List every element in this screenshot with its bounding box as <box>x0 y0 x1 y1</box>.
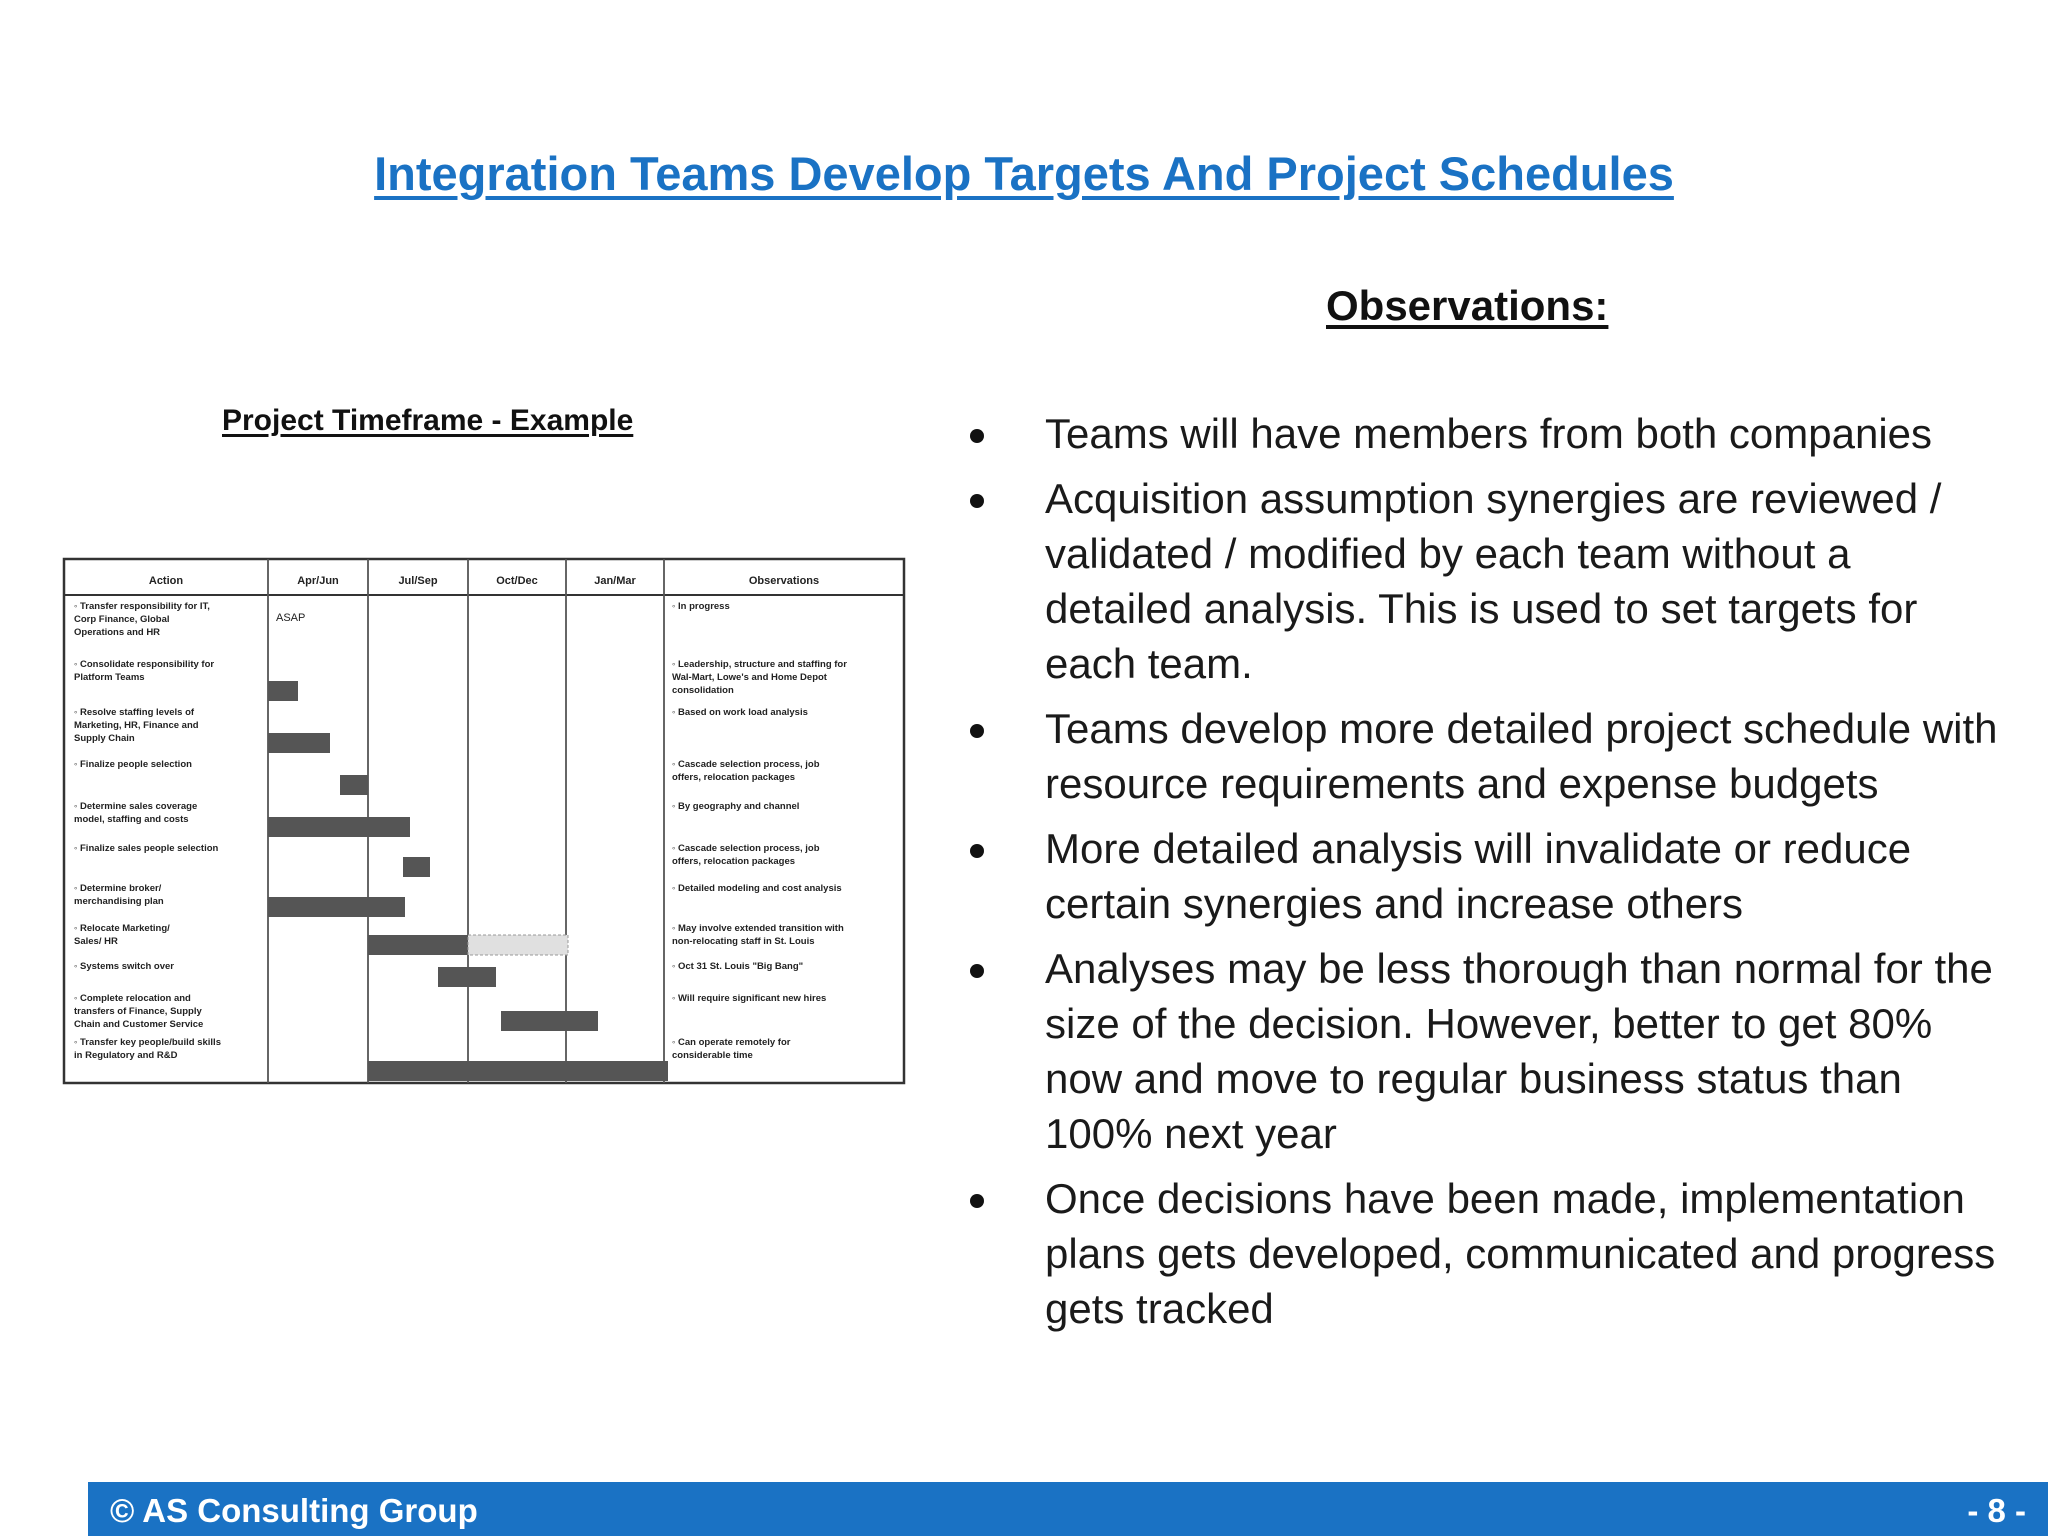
gantt-note-text: ◦ Can operate remotely for <box>672 1037 791 1048</box>
gantt-note-text: ◦ May involve extended transition with <box>672 923 844 934</box>
gantt-extension-bar <box>468 935 568 955</box>
gantt-note-text: offers, relocation packages <box>672 772 796 783</box>
gantt-header-label: Apr/Jun <box>297 575 339 587</box>
gantt-action-text: transfers of Finance, Supply <box>74 1006 202 1017</box>
gantt-note-text: ◦ Cascade selection process, job <box>672 759 820 770</box>
bullet-text: Analyses may be less thorough than normal for the size of the decision. However, better to get 80% now and move to regular business status than 100% next year <box>1045 945 1993 1157</box>
bullet-text: Once decisions have been made, implementation plans gets developed, communicated and progress gets tracked <box>1045 1175 1996 1332</box>
gantt-action-text: model, staffing and costs <box>74 814 189 825</box>
gantt-header-label: Oct/Dec <box>496 575 538 587</box>
gantt-note-text: offers, relocation packages <box>672 856 796 867</box>
gantt-bar <box>268 733 330 753</box>
gantt-action-text: ◦ Relocate Marketing/ <box>74 923 170 934</box>
gantt-note-text: considerable time <box>672 1050 753 1061</box>
gantt-bar <box>501 1011 598 1031</box>
gantt-bar <box>403 857 430 877</box>
gantt-asap-label: ASAP <box>276 612 306 624</box>
bullet-icon <box>970 964 984 978</box>
gantt-bar <box>268 681 298 701</box>
gantt-action-text: ◦ Determine broker/ <box>74 883 162 894</box>
gantt-action-text: ◦ Resolve staffing levels of <box>74 707 195 718</box>
gantt-bar <box>340 775 368 795</box>
gantt-note-text: ◦ Oct 31 St. Louis "Big Bang" <box>672 961 804 972</box>
bullet-icon <box>970 844 984 858</box>
gantt-note-text: ◦ In progress <box>672 601 730 612</box>
gantt-header-label: Jan/Mar <box>594 575 636 587</box>
gantt-action-text: ◦ Consolidate responsibility for <box>74 659 215 670</box>
gantt-header-label: Jul/Sep <box>398 575 438 587</box>
page-number: - 8 - <box>1967 1492 2026 1529</box>
bullet-text: Teams will have members from both companies <box>1045 410 1933 457</box>
gantt-header-label: Action <box>148 575 184 587</box>
observation-bullet <box>960 471 2000 691</box>
gantt-bar <box>268 817 410 837</box>
gantt-action-text: Platform Teams <box>74 672 145 683</box>
gantt-action-text: ◦ Finalize sales people selection <box>74 843 219 854</box>
gantt-bar <box>368 935 468 955</box>
gantt-action-text: ◦ Transfer responsibility for IT, <box>74 601 210 612</box>
bullet-icon <box>970 1194 984 1208</box>
footer-bar <box>88 1482 2048 1536</box>
gantt-action-text: ◦ Determine sales coverage <box>74 801 198 812</box>
gantt-action-text: merchandising plan <box>74 896 164 907</box>
gantt-note-text: non-relocating staff in St. Louis <box>672 936 815 947</box>
gantt-action-text: Marketing, HR, Finance and <box>74 720 199 731</box>
slide-title: Integration Teams Develop Targets And Project Schedules <box>374 147 1674 200</box>
gantt-note-text: ◦ By geography and channel <box>672 801 800 812</box>
gantt-bar <box>368 1061 668 1081</box>
bullet-text: Teams develop more detailed project schedule with resource requirements and expense budgets <box>1045 705 1998 807</box>
gantt-action-text: ◦ Transfer key people/build skills <box>74 1037 221 1048</box>
observations-heading: Observations: <box>1326 282 1609 329</box>
gantt-note-text: ◦ Will require significant new hires <box>672 993 827 1004</box>
gantt-note-text: ◦ Based on work load analysis <box>672 707 808 718</box>
gantt-note-text: ◦ Cascade selection process, job <box>672 843 820 854</box>
observation-bullet <box>960 941 2000 1161</box>
gantt-chart-svg <box>62 557 906 1087</box>
bullet-text: Acquisition assumption synergies are reviewed / validated / modified by each team without a detailed analysis. This is used to set targets for each team. <box>1045 475 1942 687</box>
gantt-action-text: Operations and HR <box>74 627 161 638</box>
gantt-action-text: Chain and Customer Service <box>74 1019 204 1030</box>
gantt-action-text: ◦ Systems switch over <box>74 961 174 972</box>
observation-bullet <box>960 821 2000 931</box>
gantt-bar <box>438 967 496 987</box>
gantt-header-label: Observations <box>748 575 820 587</box>
footer-copyright: © AS Consulting Group <box>110 1492 478 1529</box>
gantt-note-text: ◦ Detailed modeling and cost analysis <box>672 883 842 894</box>
gantt-action-text: Corp Finance, Global <box>74 614 170 625</box>
bullet-icon <box>970 429 984 443</box>
gantt-note-text: ◦ Leadership, structure and staffing for <box>672 659 847 670</box>
observations-list <box>960 406 2000 1346</box>
bullet-icon <box>970 724 984 738</box>
observation-bullet <box>960 1171 2000 1336</box>
gantt-frame <box>64 559 904 1083</box>
gantt-action-text: in Regulatory and R&D <box>74 1050 178 1061</box>
chart-caption: Project Timeframe - Example <box>222 404 634 437</box>
project-timeframe-chart <box>62 557 906 1087</box>
bullet-icon <box>970 494 984 508</box>
gantt-action-text: Supply Chain <box>74 733 135 744</box>
observation-bullet <box>960 406 2000 461</box>
gantt-note-text: consolidation <box>672 685 734 696</box>
gantt-bar <box>268 897 405 917</box>
gantt-note-text: Wal-Mart, Lowe's and Home Depot <box>672 672 827 683</box>
bullet-text: More detailed analysis will invalidate or reduce certain synergies and increase others <box>1045 825 1912 927</box>
observation-bullet <box>960 701 2000 811</box>
gantt-action-text: ◦ Complete relocation and <box>74 993 191 1004</box>
gantt-action-text: Sales/ HR <box>74 936 118 947</box>
gantt-action-text: ◦ Finalize people selection <box>74 759 192 770</box>
